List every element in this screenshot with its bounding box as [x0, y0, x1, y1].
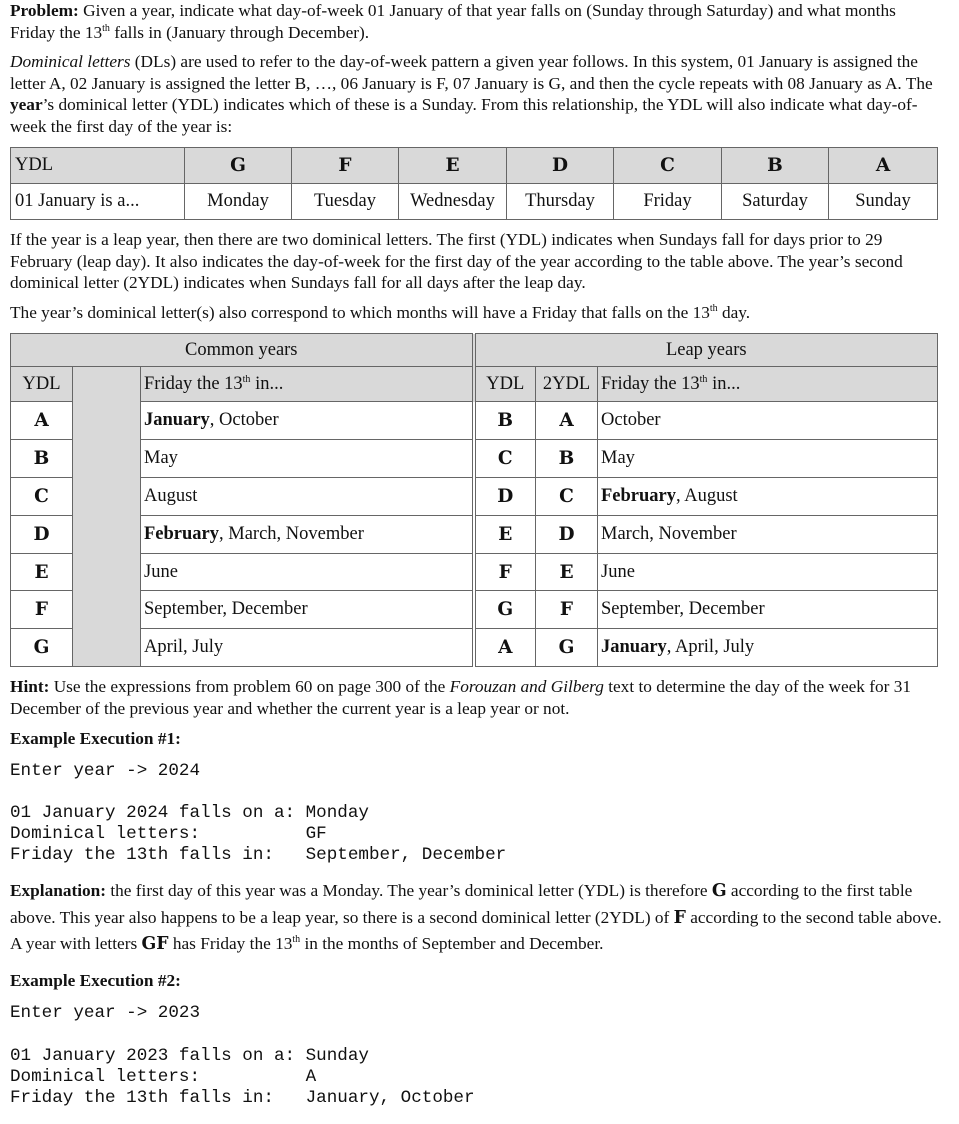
leap-months [598, 629, 938, 667]
explanation-text: has Friday the 13 [168, 934, 293, 953]
problem-label: Problem: [10, 1, 79, 20]
months-text: April, July [144, 637, 224, 658]
leap-2ydl: D [536, 515, 598, 553]
example1-prompt: Enter year -> 2024 [10, 761, 201, 781]
table1-letter: D [507, 148, 614, 184]
table-row [11, 515, 938, 553]
table-row [11, 440, 938, 478]
common-months [141, 402, 474, 440]
months-text: June [601, 561, 635, 582]
common-friday-header [141, 367, 474, 402]
months-text: March, November [601, 523, 737, 544]
table1-letter: A [829, 148, 938, 184]
months-text: May [601, 448, 635, 469]
leap-ydl: G [474, 591, 536, 629]
table-row [11, 402, 938, 440]
leap-years-header: Leap years [474, 334, 938, 367]
common-years-header: Common years [11, 334, 474, 367]
hint-text-end: text to determine the day of the week for 31 December of the previous year and whether the current year is a leap year or not. [10, 677, 912, 718]
leap-ydl: C [474, 440, 536, 478]
leap-2ydl: A [536, 402, 598, 440]
friday-paragraph [10, 302, 945, 324]
superscript: th [242, 373, 251, 385]
leap-2ydl-header: 2YDL [536, 367, 598, 402]
leap-year-paragraph: If the year is a leap year, then there are two dominical letters. The first (YDL) indicates when Sundays fall for days prior to 29 February (leap day). It also indicates the day-of-week for the first day of the year according to the table above. The year’s second dominical letter (2YDL) indicates when Sundays fall for all days after the leap day. [10, 230, 903, 292]
table-row [11, 591, 938, 629]
explanation-text: according to the first table above. This year also happens to be a leap year, so there is a second dominical letter (2YDL) of [10, 881, 913, 927]
table1-letter: E [399, 148, 507, 184]
table1-day: Saturday [722, 184, 829, 220]
months-text: October [601, 410, 661, 431]
months-text: , August [676, 485, 738, 506]
bold-month: January [144, 410, 210, 431]
table1-day-row [11, 184, 938, 220]
hint-paragraph [10, 676, 945, 719]
leap-months [598, 478, 938, 516]
leap-months [598, 440, 938, 478]
blank-column [73, 367, 141, 667]
bold-month: February [601, 485, 677, 506]
superscript: th [709, 303, 718, 314]
dominical-intro-paragraph [10, 51, 945, 137]
leap-months [598, 515, 938, 553]
table1-day: Monday [185, 184, 292, 220]
months-text: , March, November [219, 523, 364, 544]
leap-months [598, 591, 938, 629]
explanation-text-end: in the months of September and December. [300, 934, 604, 953]
leap-2ydl: C [536, 478, 598, 516]
example2-title: Example Execution #2: [10, 971, 181, 990]
table1-header-row [11, 148, 938, 184]
leap-ydl: A [474, 629, 536, 667]
table1-row-label: 01 January is a... [11, 184, 185, 220]
explanation-paragraph [10, 878, 945, 958]
leap-2ydl: E [536, 553, 598, 591]
explanation-text: according to the second table above. A year with letters [10, 907, 942, 953]
months-text: , October [209, 410, 279, 431]
leap-ydl: F [474, 553, 536, 591]
example2-prompt: Enter year -> 2023 [10, 1003, 201, 1023]
example2-output: 01 January 2023 falls on a: Sunday Dominical letters: A Friday the 13th falls in: January, October [10, 1046, 475, 1108]
common-months [141, 553, 474, 591]
friday-header-text: Friday the 13 [144, 373, 243, 394]
months-text: May [144, 448, 178, 469]
table1-letter: C [614, 148, 722, 184]
explanation-text: the first day of this year was a Monday. The year’s dominical letter (YDL) is therefore [106, 881, 712, 900]
dominical-letter-table [10, 147, 938, 220]
months-text: , April, July [666, 637, 755, 658]
bold-year: year [10, 95, 43, 114]
leap-2ydl: G [536, 629, 598, 667]
superscript: th [292, 934, 301, 945]
bold-month: February [144, 523, 220, 544]
common-ydl: C [11, 478, 73, 516]
problem-text: Given a year, indicate what day-of-week 01 January of that year falls on (Sunday through Saturday) and what months Friday the 13 [10, 1, 896, 42]
leap-ydl: B [474, 402, 536, 440]
leap-2ydl: B [536, 440, 598, 478]
friday-13th-table [10, 333, 938, 667]
table1-day: Sunday [829, 184, 938, 220]
common-months [141, 629, 474, 667]
table2-column-header-row [11, 367, 938, 402]
hint-text: Use the expressions from problem 60 on page 300 of the [49, 677, 450, 696]
dominical-letter: F [673, 907, 686, 928]
superscript: th [102, 22, 110, 34]
example1-title: Example Execution #1: [10, 729, 181, 748]
explanation-label: Explanation: [10, 881, 107, 900]
table1-letter: B [722, 148, 829, 184]
friday-header-text: Friday the 13 [601, 373, 700, 394]
table1-day: Wednesday [399, 184, 507, 220]
table-row [11, 629, 938, 667]
friday-header-text-end: in... [707, 373, 741, 394]
dominical-text: (DLs) are used to refer to the day-of-week pattern a given year follows. In this system, 01 January is assigned the letter A, 02 January is assigned the letter B, …, 06 January is F, 07 January is G, and then the cycle repeats with 08 January as A. The [10, 52, 933, 93]
common-ydl-header: YDL [11, 367, 73, 402]
months-text: August [144, 485, 198, 506]
superscript: th [699, 373, 708, 385]
friday-text-end: day. [717, 303, 751, 322]
friday-text: The year’s dominical letter(s) also correspond to which months will have a Friday that falls on the 13 [10, 303, 710, 322]
leap-2ydl: F [536, 591, 598, 629]
table1-letter: F [292, 148, 399, 184]
hint-label: Hint: [10, 677, 50, 696]
table1-day: Tuesday [292, 184, 399, 220]
bold-month: January [601, 637, 667, 658]
dominical-term: Dominical letters [10, 52, 131, 71]
common-months [141, 515, 474, 553]
table-row [11, 553, 938, 591]
dominical-letters: GF [141, 934, 169, 954]
common-ydl: B [11, 440, 73, 478]
months-text: June [144, 561, 178, 582]
table-row [11, 478, 938, 516]
leap-ydl: E [474, 515, 536, 553]
common-months [141, 440, 474, 478]
dominical-text-end: ’s dominical letter (YDL) indicates which of these is a Sunday. From this relationship, the YDL will also indicate what day-of-week the first day of the year is: [10, 95, 918, 136]
book-title: Forouzan and Gilberg [449, 677, 604, 696]
leap-months [598, 402, 938, 440]
problem-text-end: falls in (January through December). [109, 22, 370, 42]
common-months [141, 591, 474, 629]
leap-ydl: D [474, 478, 536, 516]
common-ydl: D [11, 515, 73, 553]
months-text: September, December [601, 599, 765, 620]
table1-ydl-label: YDL [11, 148, 185, 184]
table1-letter: G [185, 148, 292, 184]
table1-day: Thursday [507, 184, 614, 220]
leap-ydl-header: YDL [474, 367, 536, 402]
months-text: September, December [144, 599, 308, 620]
common-ydl: F [11, 591, 73, 629]
table2-group-header-row [11, 334, 938, 367]
example1-output: 01 January 2024 falls on a: Monday Dominical letters: GF Friday the 13th falls in: September, December [10, 803, 507, 865]
friday-header-text-end: in... [250, 373, 284, 394]
common-ydl: A [11, 402, 73, 440]
dominical-letter: G [711, 881, 727, 901]
common-ydl: G [11, 629, 73, 667]
common-ydl: E [11, 553, 73, 591]
table1-day: Friday [614, 184, 722, 220]
leap-months [598, 553, 938, 591]
leap-friday-header [598, 367, 938, 402]
problem-paragraph [10, 0, 945, 43]
common-months [141, 478, 474, 516]
